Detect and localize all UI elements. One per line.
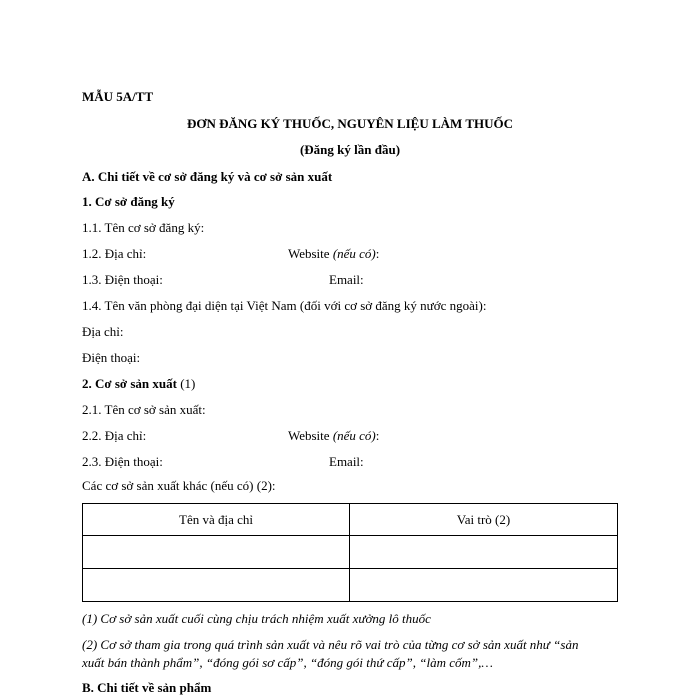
manufacturer-heading-note: (1) [176,376,196,391]
manufacturer-phone-label: 2.3. Điện thoại: [82,454,163,469]
table-header-name-address: Tên và địa chỉ [83,504,350,536]
rep-phone-label: Điện thoại: [82,350,141,365]
registrant-name-label: 1.1. Tên cơ sở đăng ký: [82,220,205,235]
rep-office-label: 1.4. Tên văn phòng đại diện tại Việt Nam (đối với cơ sở đăng ký nước ngoài): [82,298,487,313]
registrant-website-label [288,246,379,262]
rep-address-label: Địa chỉ: [82,324,124,339]
website-colon: : [375,428,380,443]
form-subtitle: (Đăng ký lần đầu) [299,142,401,157]
other-manufacturers-label: Các cơ sở sản xuất khác (nếu có) (2): [82,478,276,493]
manufacturer-name-label: 2.1. Tên cơ sở sản xuất: [82,402,206,417]
table-row [83,536,618,569]
footnote-1: (1) Cơ sở sản xuất cuối cùng chịu trách nhiệm xuất xưởng lô thuốc [82,611,431,626]
table-cell[interactable] [350,536,618,569]
website-text: Website [288,246,330,261]
website-note: (nếu có) [332,428,376,443]
manufacturer-address-label: 2.2. Địa chỉ: [82,428,147,443]
footnote-2-line-2: xuất bán thành phẩm”, “đóng gói sơ cấp”, “đóng gói thứ cấp”, “làm cốm”,… [82,655,493,670]
section-a-heading: A. Chi tiết về cơ sở đăng ký và cơ sở sản xuất [82,169,333,184]
manufacturer-heading-text: 2. Cơ sở sản xuất [82,376,177,391]
manufacturer-website-label [288,428,379,444]
registrant-phone-label: 1.3. Điện thoại: [82,272,163,287]
registrant-heading: 1. Cơ sở đăng ký [82,194,175,209]
section-b-heading: B. Chi tiết về sản phẩm [82,680,212,695]
manufacturer-email-label: Email: [329,454,364,469]
table-header-role: Vai trò (2) [350,504,618,536]
table-row [83,569,618,602]
table-cell[interactable] [350,569,618,602]
table-header-row [83,504,618,536]
form-code: MẪU 5A/TT [82,89,154,104]
table-cell[interactable] [83,536,350,569]
website-text: Website [288,428,330,443]
footnote-2-line-1: (2) Cơ sở tham gia trong quá trình sản xuất và nêu rõ vai trò của từng cơ sở sản xuất như “sản [82,637,579,652]
website-colon: : [375,246,380,261]
table-cell[interactable] [83,569,350,602]
registrant-email-label: Email: [329,272,364,287]
form-title: ĐƠN ĐĂNG KÝ THUỐC, NGUYÊN LIỆU LÀM THUỐC [187,116,513,131]
registrant-address-label: 1.2. Địa chỉ: [82,246,147,261]
website-note: (nếu có) [332,246,376,261]
manufacturer-heading [82,376,195,392]
other-manufacturers-table [82,503,618,602]
